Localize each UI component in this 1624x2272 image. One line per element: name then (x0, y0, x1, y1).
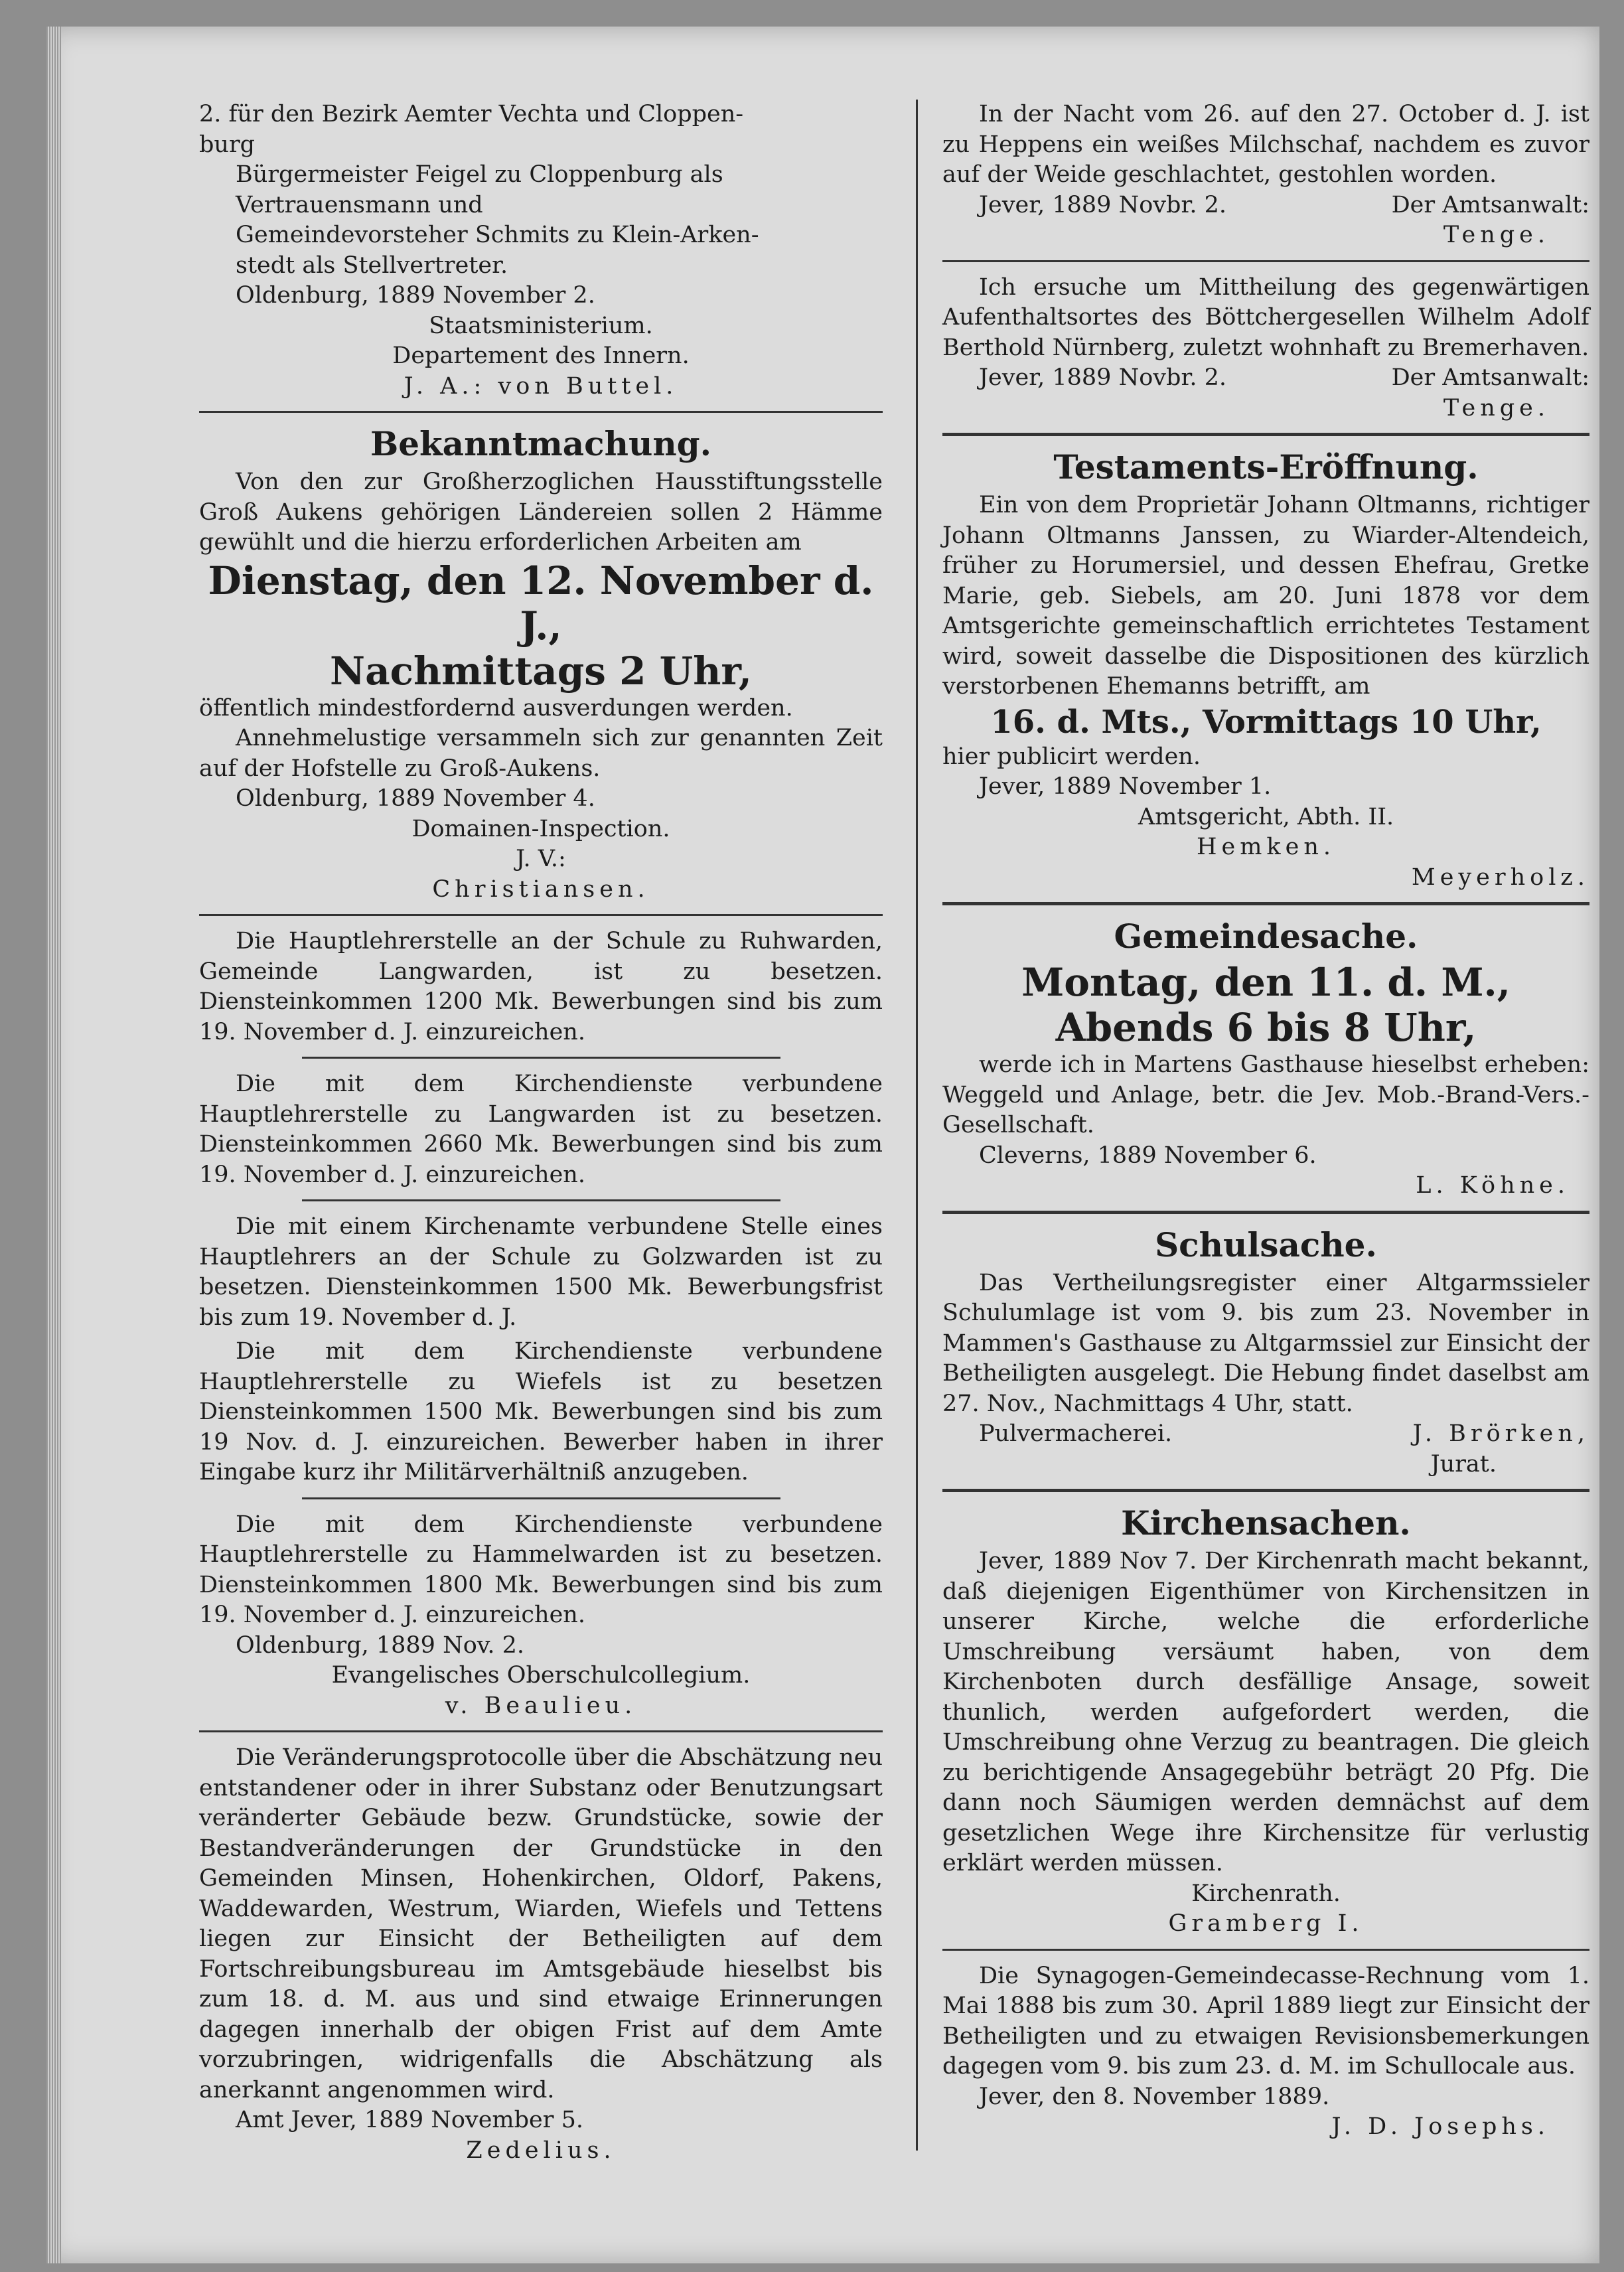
notice-signature: Meyerholz. (1411, 864, 1589, 891)
notice-title: Kirchensachen. (1121, 1503, 1411, 1543)
notice-signature: Zedelius. (466, 2137, 616, 2164)
notice-text: Die Synagogen-Gemeindecasse-Rechnung vom 1. Mai 1888 bis zum 30. April 1889 liegt zur Einsicht der Betheiligten und zu etwaigen Revisionsbemerkungen dagegen vom 9. bis zum 23. d. M. im Schullocale aus. (942, 1962, 1589, 2080)
notice-signature: Jurat. (1430, 1450, 1497, 1477)
notice-golzwarden: Die mit einem Kirchenamte verbundene Stelle eines Hauptlehrers an der Schule zu Golzwarden ist zu besetzen. Diensteinkommen 1500 Mk. Bewerbungsfrist bis zum 19. November d. J. (199, 1213, 883, 1331)
notice-time-highlight: 16. d. Mts., Vormittags 10 Uhr, (990, 703, 1542, 741)
notice-signature: Evangelisches Oberschulcollegium. (331, 1662, 751, 1689)
notice-footer (942, 190, 1589, 221)
notice-text: öffentlich mindestfordernd ausverdungen werden. (199, 694, 793, 721)
page-edge (46, 27, 61, 2263)
notice-footer (942, 363, 1589, 394)
rule (942, 260, 1589, 262)
rule (942, 433, 1589, 436)
rule (942, 902, 1589, 905)
notice-langwarden: Die mit dem Kirchendienste verbundene Hauptlehrerstelle zu Langwarden ist zu besetzen. Diensteinkommen 2660 Mk. Bewerbungen sind bis zum 19. November d. J. einzureichen. (199, 1071, 883, 1188)
notice-date: Jever, 1889 Novbr. 2. (979, 364, 1226, 391)
notice-text: Ein von dem Proprietär Johann Oltmanns, richtiger Johann Oltmanns Janssen, zu Wiarder-Altendeich, früher zu Horumersiel, und dessen Ehefrau, Gretke Marie, geb. Siebels, am 20. Juni 1878 vor dem Amtsgerichte gemeinschaftlich errichtetes Testament wird, soweit dasselbe die Dispositionen des kürzlich verstorbenen Ehemanns betrifft, am (942, 492, 1589, 700)
notice-time-highlight: Abends 6 bis 8 Uhr, (1055, 1005, 1477, 1050)
rule (942, 1949, 1589, 1951)
notice-date: Oldenburg, 1889 November 2. (236, 282, 595, 309)
notice-vertrauensmann (199, 100, 883, 402)
notice-kirchensachen (942, 1503, 1589, 1939)
notice-abschaetzung (199, 1743, 883, 2166)
notice-role: Der Amtsanwalt: (1391, 191, 1589, 218)
notice-place: Pulvermacherei. (979, 1420, 1173, 1447)
notice-signature: Departement des Innern. (392, 342, 690, 369)
notice-date: Jever, 1889 Novbr. 2. (979, 191, 1226, 218)
column-divider (916, 100, 918, 2151)
rule (942, 1211, 1589, 1214)
notice-text: Jever, 1889 Nov 7. Der Kirchenrath macht bekannt, daß diejenigen Eigenthümer von Kirchensitzen in unserer Kirche, welche die erforderliche Umschreibung versäumt haben, von dem Kirchenboten durch desfällige Ansage, soweit thunlich, werden aufgefordert werden, die Umschreibung ohne Verzug zu beantragen. Die gleich zu berichtigende Ansagegebühr beträgt 20 Pfg. Die dann noch Säumigen werden demnächst auf dem gesetzlichen Wege ihre Kirchensitze für verlustig erklärt werden müssen. (942, 1548, 1589, 1876)
notice-nuernberg (942, 273, 1589, 424)
notice-schulsache (942, 1225, 1589, 1480)
notice-text: Ich ersuche um Mittheilung des gegenwärtigen Aufenthaltsortes des Böttchergesellen Wilhelm Adolf Berthold Nürnberg, zuletzt wohnhaft zu Bremerhaven. (942, 273, 1589, 361)
notice-signature: Amtsgericht, Abth. II. (1138, 803, 1394, 830)
notice-title: Gemeindesache. (1114, 917, 1418, 956)
notice-signature: J. Brörken, (1412, 1420, 1589, 1447)
notice-date: Cleverns, 1889 November 6. (979, 1142, 1317, 1169)
right-column (942, 100, 1589, 2147)
notice-line: burg (199, 131, 256, 158)
rule (302, 1057, 780, 1059)
notice-date-highlight: Montag, den 11. d. M., (1021, 960, 1511, 1005)
notice-signature: v. Beaulieu. (445, 1692, 637, 1719)
notice-date-highlight: Dienstag, den 12. November d. J., (208, 558, 874, 648)
notice-title: Testaments-Eröffnung. (1053, 447, 1479, 487)
notice-gemeindesache (942, 916, 1589, 1201)
notice-line: 2. für den Bezirk Aemter Vechta und Cloppen- (199, 101, 744, 127)
notice-line: Bürgermeister Feigel zu Cloppenburg als (236, 161, 723, 188)
notice-testament (942, 447, 1589, 893)
notice-line: Vertrauensmann und (236, 191, 483, 218)
notice-text: Die Veränderungsprotocolle über die Abschätzung neu entstandener oder in ihrer Substanz oder Benutzungsart veränderter Gebäude bezw. Grundstücke, sowie der Bestandveränderungen der Grundstücke in den Gemeinden Minsen, Hohenkirchen, Oldorf, Pakens, Waddewarden, Westrum, Wiarden, Wiefels und Tettens liegen zur Einsicht der Betheiligten auf dem Fortschreibungsbureau im Amtsgebäude hieselbst bis zum 18. d. M. aus und sind etwaige Erinnerungen dagegen innerhalb der obigen Frist auf dem Amte vorzubringen, widrigenfalls die Abschätzung als anerkannt angenommen wird. (199, 1744, 883, 2103)
notice-text: werde ich in Martens Gasthause hieselbst erheben: Weggeld und Anlage, betr. die Jev. Mob.-Brand-Vers.-Gesellschaft. (942, 1051, 1589, 1138)
notice-date: Jever, 1889 November 1. (979, 773, 1272, 800)
notice-line: stedt als Stellvertreter. (236, 252, 508, 279)
notice-signature: J. V.: (516, 846, 566, 872)
notice-milchschaf (942, 100, 1589, 251)
notice-ruhwarden: Die Hauptlehrerstelle an der Schule zu Ruhwarden, Gemeinde Langwarden, ist zu besetzen. Diensteinkommen 1200 Mk. Bewerbungen sind bis zum 19. November d. J. einzureichen. (199, 928, 883, 1045)
rule (199, 1730, 883, 1732)
notice-footer (942, 1419, 1589, 1450)
notice-title: Schulsache. (1155, 1225, 1377, 1264)
notice-text: hier publicirt werden. (942, 743, 1201, 770)
notice-date: Amt Jever, 1889 November 5. (236, 2107, 583, 2133)
notice-signature: Hemken. (1196, 834, 1335, 860)
rule (302, 1497, 780, 1499)
notice-role: Der Amtsanwalt: (1391, 364, 1589, 391)
notice-text: Die mit dem Kirchendienste verbundene Hauptlehrerstelle zu Hammelwarden ist zu besetzen. Diensteinkommen 1800 Mk. Bewerbungen sind bis zum 19. November d. J. einzureichen. (199, 1511, 883, 1628)
notice-signature: J. A.: von Buttel. (404, 372, 678, 400)
notice-signature: Tenge. (1443, 394, 1550, 421)
notice-signature: Kirchenrath. (1191, 1880, 1341, 1907)
notice-signature: Domainen-Inspection. (411, 815, 670, 842)
notice-date: Oldenburg, 1889 Nov. 2. (236, 1631, 525, 1659)
notice-bekanntmachung (199, 423, 883, 905)
rule (199, 411, 883, 413)
rule (302, 1199, 780, 1201)
rule (942, 1489, 1589, 1492)
notice-text: Von den zur Großherzoglichen Hausstiftungsstelle Groß Aukens gehörigen Ländereien sollen 2 Hämme gewühlt und die hierzu erforderlichen Arbeiten am (199, 469, 883, 556)
notice-signature: J. D. Josephs. (1331, 2113, 1550, 2140)
notice-time-highlight: Nachmittags 2 Uhr, (330, 648, 752, 694)
notice-signature: L. Köhne. (1416, 1172, 1570, 1199)
notice-signature: Staatsministerium. (429, 312, 653, 339)
notice-date: Oldenburg, 1889 November 4. (236, 785, 595, 812)
rule (199, 914, 883, 916)
notice-synagoge (942, 1961, 1589, 2143)
notice-text: In der Nacht vom 26. auf den 27. October d. J. ist zu Heppens ein weißes Milchschaf, nachdem es zuvor auf der Weide geschlachtet, gestohlen worden. (942, 101, 1589, 188)
notice-signature: Gramberg I. (1168, 1910, 1364, 1937)
notice-title: Bekanntmachung. (370, 424, 712, 463)
notice-signature: Christiansen. (432, 875, 650, 903)
notice-text: Das Vertheilungsregister einer Altgarmssieler Schulumlage ist vom 9. bis zum 23. November in Mammen's Gasthause zu Altgarmssiel zur Einsicht der Betheiligten ausgelegt. Die Hebung findet daselbst am 27. Nov., Nachmittags 4 Uhr, statt. (942, 1269, 1589, 1417)
notice-date: Jever, den 8. November 1889. (979, 2083, 1330, 2110)
left-column (199, 100, 883, 2170)
notice-signature: Tenge. (1443, 222, 1550, 248)
notice-line: Gemeindevorsteher Schmits zu Klein-Arken- (236, 222, 759, 248)
notice-hammelwarden (199, 1510, 883, 1722)
notice-text: Annehmelustige versammeln sich zur genannten Zeit auf der Hofstelle zu Groß-Aukens. (199, 725, 883, 782)
notice-wiefels: Die mit dem Kirchendienste verbundene Hauptlehrerstelle zu Wiefels ist zu besetzen Diensteinkommen 1500 Mk. Bewerbungen sind bis zum 19 Nov. d. J. einzureichen. Bewerber haben in ihrer Eingabe kurz ihr Militärverhältniß anzugeben. (199, 1338, 883, 1485)
